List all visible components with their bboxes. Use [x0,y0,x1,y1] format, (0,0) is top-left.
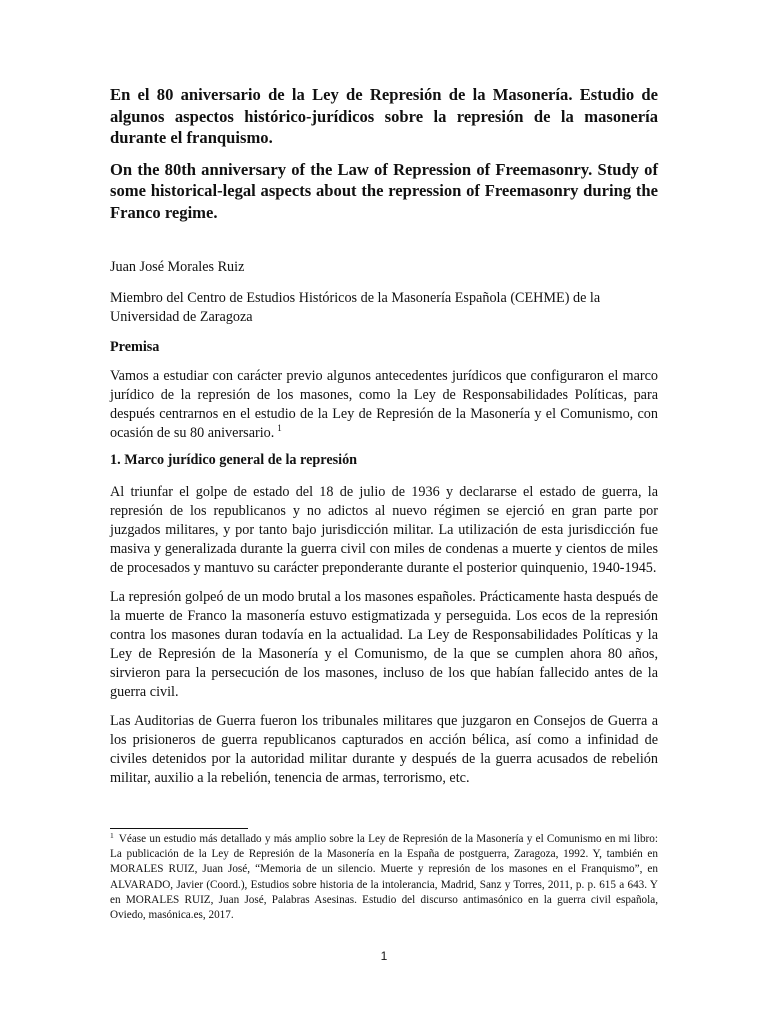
body-paragraph: Al triunfar el golpe de estado del 18 de julio de 1936 y declararse el estado de guerra, la represión de los republicanos y no adictos al nuevo régimen se ejerció en gran parte por juzgados militares, y por tanto bajo jurisdicción militar. La utilización de esta jurisdicción fue masiva y generalizada durante la guerra civil con miles de condenas a muerte y cientos de miles de procesados y mantuvo su carácter preponderante durante el posterior quinquenio, 1940-1945. [110,484,658,576]
section-heading-legal-framework: 1. Marco jurídico general de la represión [110,452,358,468]
page-number: 1 [380,949,388,963]
footnote-text: Véase un estudio más detallado y más amplio sobre la Ley de Represión de la Masonería y el Comunismo en mi libro: La publicación de la Ley de Represión de la Masonería en la España de postguerra, Zaragoza, 1992. Y, también en MORALES RUIZ, Juan José, “Memoria de un silencio. Muerte y represión de los masones en el Franquismo”, en ALVARADO, Javier (Coord.), Estudios sobre historia de la intolerancia, Madrid, Sanz y Torres, 2011, p. p. 615 a 643. Y en MORALES RUIZ, Juan José, Palabras Asesinas. Estudio del discurso antimasónico en la guerra civil española, Oviedo, masónica.es, 2017. [110,833,658,922]
footnote-reference[interactable]: 1 [277,423,282,433]
page-body [110,84,658,798]
title-english: On the 80th anniversary of the Law of Repression of Freemasonry. Study of some historical-legal aspects about the repression of Freemasonry during the Franco regime. [110,159,658,222]
author-name: Juan José Morales Ruiz [110,259,245,275]
author-affiliation: Miembro del Centro de Estudios Históricos de la Masonería Española (CEHME) de la Universidad de Zaragoza [110,290,601,325]
section-heading-premise: Premisa [110,339,160,355]
title-spanish: En el 80 aniversario de la Ley de Represión de la Masonería. Estudio de algunos aspectos histórico-jurídicos sobre la represión de la masonería durante el franquismo. [110,85,658,147]
premise-paragraph [110,367,658,443]
footnote-separator [110,828,248,829]
body-paragraph: Las Auditorias de Guerra fueron los tribunales militares que juzgaron en Consejos de Guerra a los prisioneros de guerra republicanos capturados en acción bélica, así como a infinidad de civiles detenidos por la autoridad militar durante y después de la guerra acusados de rebelión militar, auxilio a la rebelión, tenencia de armas, terrorismo, etc. [110,713,658,786]
body-paragraph: La represión golpeó de un modo brutal a los masones españoles. Prácticamente hasta después de la muerte de Franco la masonería estuvo estigmatizada y perseguida. Los ecos de la represión contra los masones duran todavía en la actualidad. La Ley de Responsabilidades Políticas y la Ley de Represión de la Masonería y el Comunismo, de la que se cumplen ahora 80 años, sirvieron para la persecución de los masones, incluso de los que habían fallecido antes de la guerra civil. [110,589,658,700]
premise-paragraph-text: Vamos a estudiar con carácter previo algunos antecedentes jurídicos que configuraron el marco jurídico de la represión de los masones, como la Ley de Responsabilidades Políticas, para después centrarnos en el estudio de la Ley de Represión de la Masonería y el Comunismo, con ocasión de su 80 aniversario. [110,368,658,441]
footnote [110,832,658,923]
footnote-number: 1 [110,831,114,840]
